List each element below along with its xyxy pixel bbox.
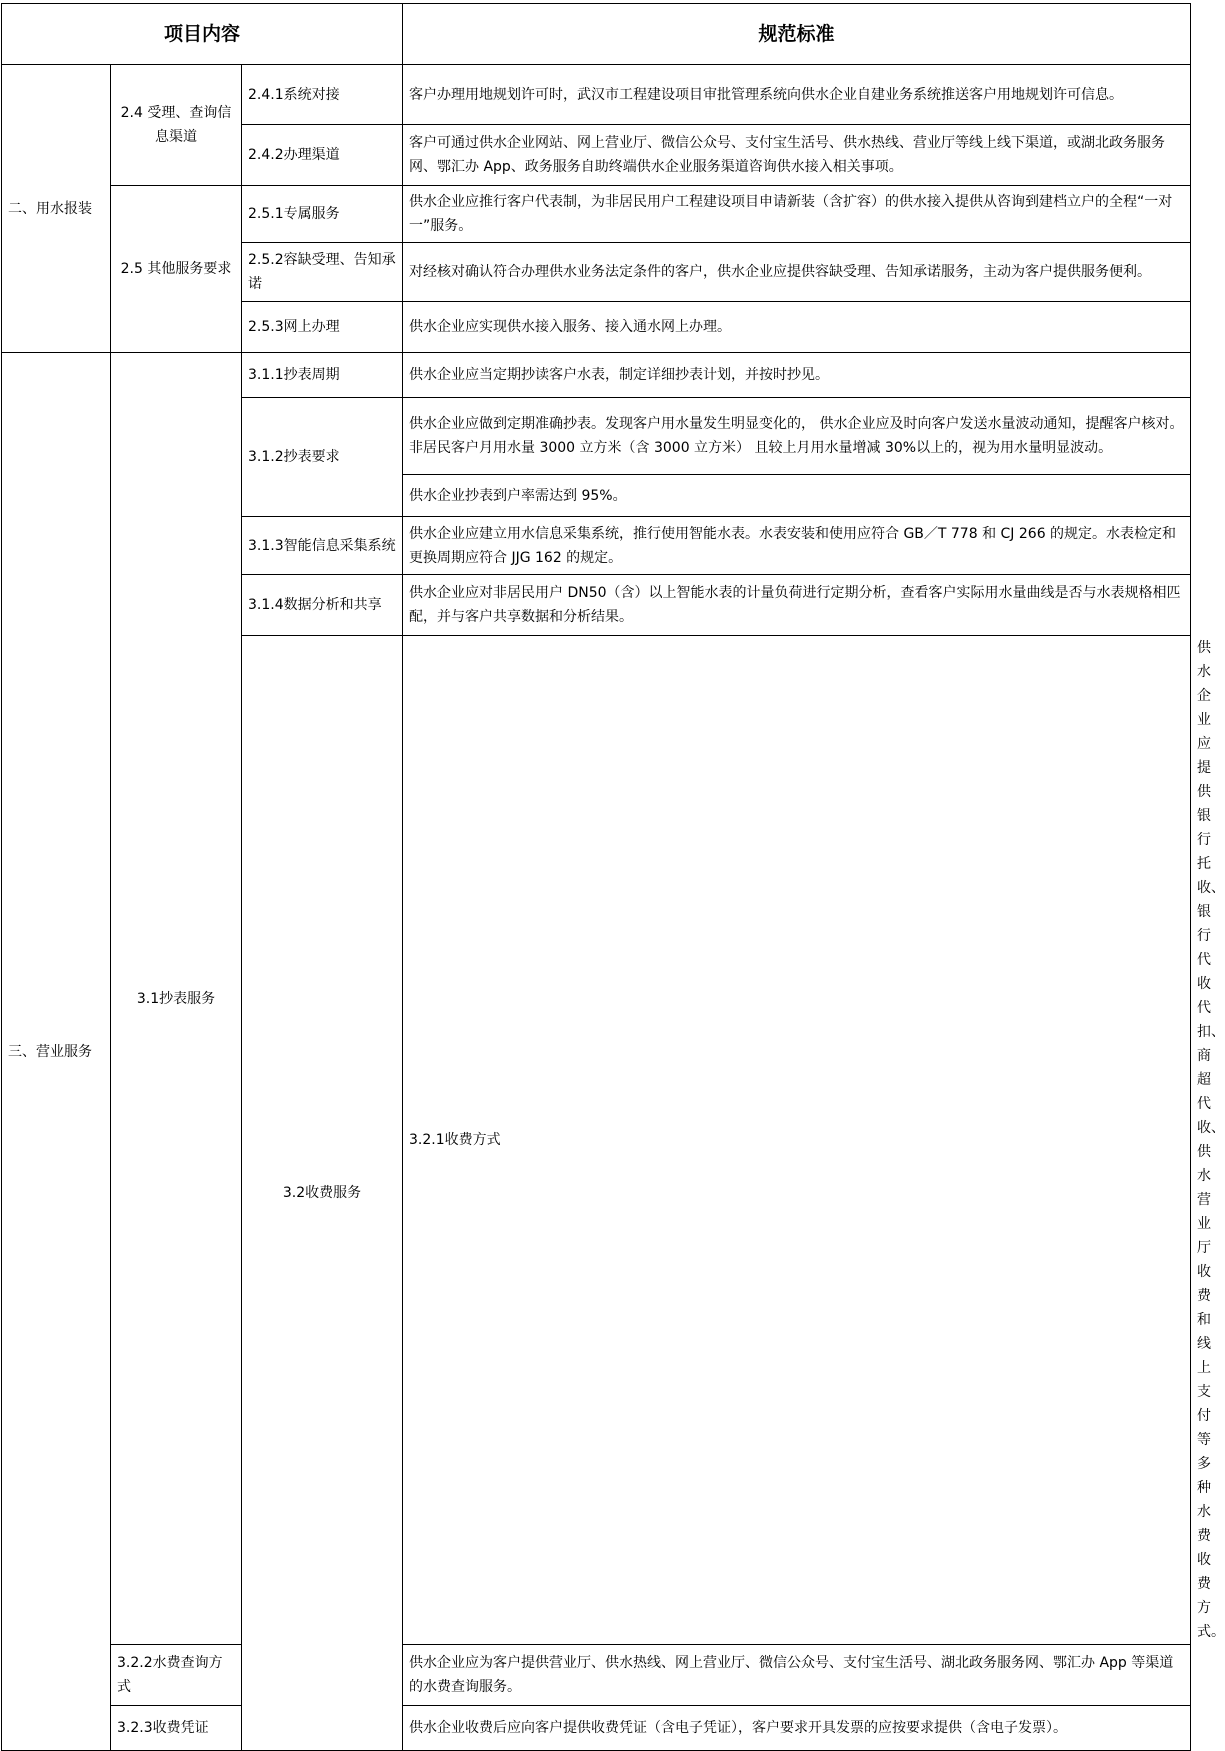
table-row: 3.2收费服务 3.2.1收费方式 供水企业应提供银行托收、银行代收代扣、商超代收、供水营业厅收费和线上支付等多种水费收费方式。 <box>2 636 1191 1645</box>
item-2-5-1: 2.5.1专属服务 <box>242 186 403 243</box>
standard-2-5-2: 对经核对确认符合办理供水业务法定条件的客户，供水企业应提供容缺受理、告知承诺服务，主动为客户提供服务便利。 <box>403 243 1191 302</box>
item-2-4-2: 2.4.2办理渠道 <box>242 125 403 186</box>
standard-2-4-2: 客户可通过供水企业网站、网上营业厅、微信公众号、支付宝生活号、供水热线、营业厅等线上线下渠道，或湖北政务服务网、鄂汇办 App、政务服务自助终端供水企业服务渠道咨询供水接入相关事项。 <box>403 125 1191 186</box>
item-3-1-3: 3.1.3智能信息采集系统 <box>242 517 403 575</box>
group-label-2-4: 2.4 受理、查询信息渠道 <box>111 65 242 186</box>
section-label-water-installation: 二、用水报装 <box>2 65 111 353</box>
table-row <box>2 1706 1191 1751</box>
group-label-3-2: 3.2收费服务 <box>242 636 403 1751</box>
section-label-business-service: 三、营业服务 <box>2 353 111 1751</box>
standard-3-1-3: 供水企业应建立用水信息采集系统，推行使用智能水表。水表安装和使用应符合 GB／T 778 和 CJ 266 的规定。水表检定和更换周期应符合 JJG 162 的规定。 <box>403 517 1191 575</box>
standard-2-5-3: 供水企业应实现供水接入服务、接入通水网上办理。 <box>403 302 1191 353</box>
item-2-4-1: 2.4.1系统对接 <box>242 65 403 125</box>
table-row <box>2 186 1191 243</box>
item-3-2-2: 3.2.2水费查询方式 <box>111 1645 242 1706</box>
header-item-content: 项目内容 <box>2 4 403 65</box>
group-label-3-1: 3.1抄表服务 <box>111 353 242 1645</box>
table-header-row <box>2 4 1191 65</box>
standard-2-4-1: 客户办理用地规划许可时，武汉市工程建设项目审批管理系统向供水企业自建业务系统推送客户用地规划许可信息。 <box>403 65 1191 125</box>
item-2-5-2: 2.5.2容缺受理、告知承诺 <box>242 243 403 302</box>
standard-3-1-2-a: 供水企业应做到定期准确抄表。发现客户用水量发生明显变化的， 供水企业应及时向客户发送水量波动通知，提醒客户核对。非居民客户月用水量 3000 立方米（含 3000 立方米） 且较上月用水量增减 30%以上的，视为用水量明显波动。 <box>403 398 1191 475</box>
table-row <box>2 1645 1191 1706</box>
standard-3-1-4: 供水企业应对非居民用户 DN50（含）以上智能水表的计量负荷进行定期分析，查看客户实际用水量曲线是否与水表规格相匹配，并与客户共享数据和分析结果。 <box>403 575 1191 636</box>
standards-table <box>1 3 1225 1751</box>
item-3-1-2: 3.1.2抄表要求 <box>242 398 403 517</box>
item-3-1-4: 3.1.4数据分析和共享 <box>242 575 403 636</box>
standard-3-2-3: 供水企业收费后应向客户提供收费凭证（含电子凭证），客户要求开具发票的应按要求提供（含电子发票）。 <box>403 1706 1191 1751</box>
group-label-2-5: 2.5 其他服务要求 <box>111 186 242 353</box>
table-row <box>2 353 1191 398</box>
table-row <box>2 65 1191 125</box>
standard-3-1-1: 供水企业应当定期抄读客户水表，制定详细抄表计划，并按时抄见。 <box>403 353 1191 398</box>
standard-2-5-1: 供水企业应推行客户代表制，为非居民用户工程建设项目申请新装（含扩容）的供水接入提供从咨询到建档立户的全程“一对一”服务。 <box>403 186 1191 243</box>
item-3-1-1: 3.1.1抄表周期 <box>242 353 403 398</box>
standard-3-2-2: 供水企业应为客户提供营业厅、供水热线、网上营业厅、微信公众号、支付宝生活号、湖北政务服务网、鄂汇办 App 等渠道的水费查询服务。 <box>403 1645 1191 1706</box>
item-3-2-1: 3.2.1收费方式 <box>403 636 1191 1645</box>
header-standard: 规范标准 <box>403 4 1191 65</box>
standard-3-1-2-b: 供水企业抄表到户率需达到 95%。 <box>403 475 1191 517</box>
item-3-2-3: 3.2.3收费凭证 <box>111 1706 242 1751</box>
item-2-5-3: 2.5.3网上办理 <box>242 302 403 353</box>
